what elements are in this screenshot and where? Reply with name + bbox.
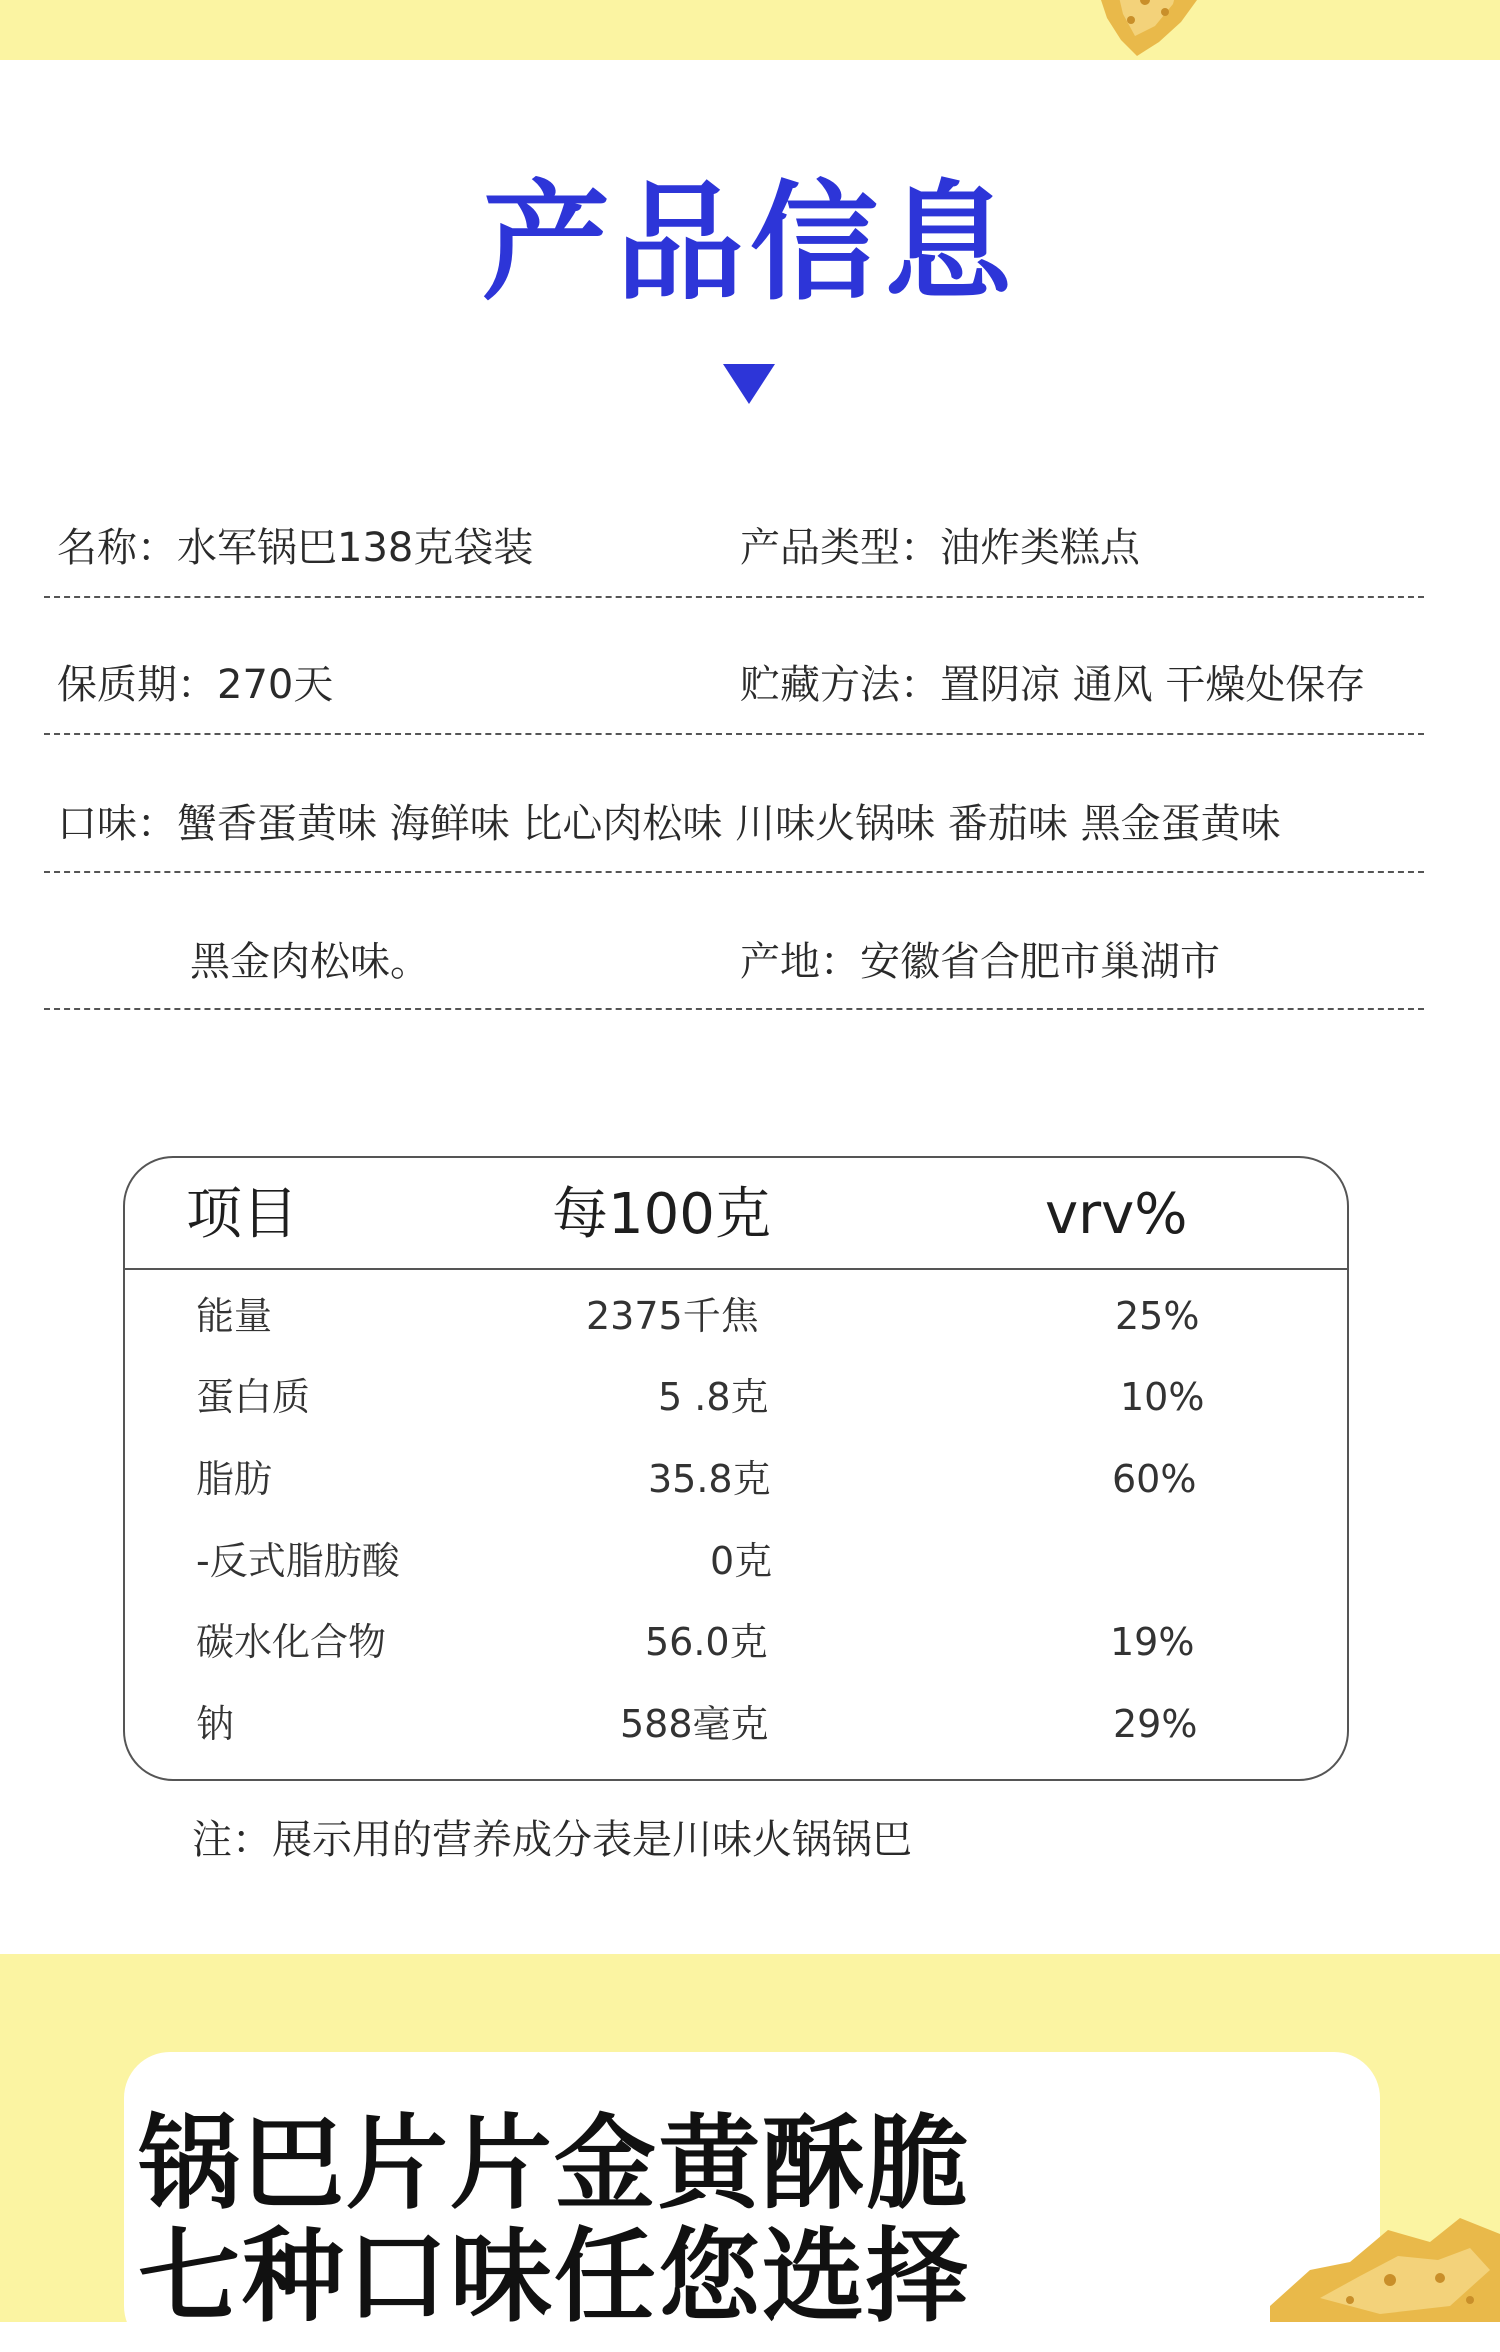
origin: 产地：安徽省合肥市巢湖市: [740, 939, 1220, 985]
col-header-per100g: 每100克: [552, 1182, 771, 1247]
divider: [44, 1008, 1424, 1010]
rice-crust-chip-image: [1085, 0, 1215, 58]
nutrient-name: 蛋白质: [196, 1375, 311, 1419]
info-row-4: [0, 932, 1500, 992]
divider: [44, 596, 1424, 598]
nutrient-amount: 588毫克: [620, 1702, 769, 1746]
col-header-nrv: vrv%: [1045, 1182, 1188, 1247]
nutrient-amount: 56.0克: [645, 1620, 768, 1664]
nutrient-nrv: 25%: [1115, 1294, 1200, 1338]
nutrient-amount: 5 .8克: [658, 1375, 769, 1419]
nutrient-nrv: 29%: [1113, 1702, 1198, 1746]
nutrient-amount: 0克: [710, 1539, 773, 1583]
nutrient-name: 能量: [196, 1294, 273, 1338]
shelf-life: 保质期：270天: [57, 662, 334, 708]
nutrient-name: 碳水化合物: [196, 1620, 387, 1664]
divider: [44, 733, 1424, 735]
table-header-divider: [123, 1268, 1349, 1270]
flavors-continued: 黑金肉松味。: [190, 939, 430, 985]
nutrient-name: 脂肪: [196, 1457, 273, 1501]
nutrient-name: -反式脂肪酸: [196, 1539, 400, 1583]
promo-slogan-line-2: 七种口味任您选择: [138, 2217, 970, 2337]
info-row-3: [0, 794, 1500, 854]
info-row-2: [0, 655, 1500, 715]
nutrient-nrv: 10%: [1120, 1375, 1205, 1419]
nutrient-amount: 35.8克: [648, 1457, 771, 1501]
storage-method: 贮藏方法：置阴凉 通风 干燥处保存: [740, 662, 1366, 708]
nutrient-nrv: 19%: [1110, 1620, 1195, 1664]
promo-slogan-line-1: 锅巴片片金黄酥脆: [138, 2104, 970, 2224]
info-row-1: [0, 518, 1500, 578]
section-title: 产品信息: [481, 169, 1018, 318]
flavors: 口味：蟹香蛋黄味 海鲜味 比心肉松味 川味火锅味 番茄味 黑金蛋黄味: [57, 801, 1281, 847]
nutrient-name: 钠: [196, 1702, 235, 1746]
down-arrow-icon: [723, 364, 775, 404]
divider: [44, 871, 1424, 873]
top-banner: [0, 0, 1500, 60]
nutrient-nrv: 60%: [1112, 1457, 1197, 1501]
table-footnote: 注：展示用的营养成分表是川味火锅锅巴: [192, 1817, 912, 1863]
col-header-item: 项目: [186, 1182, 298, 1247]
rice-crust-chip-image: [1270, 2210, 1500, 2322]
product-type: 产品类型：油炸类糕点: [740, 525, 1140, 571]
nutrient-amount: 2375千焦: [586, 1294, 759, 1338]
product-name: 名称：水军锅巴138克袋装: [57, 525, 534, 571]
